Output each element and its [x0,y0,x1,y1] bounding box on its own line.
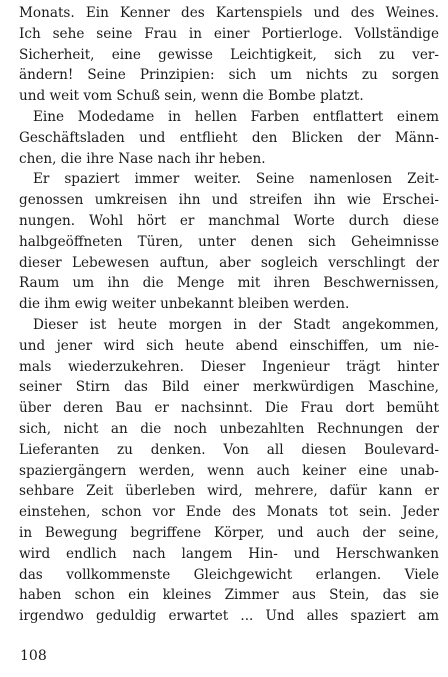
text-line: sich, nicht an die noch unbezahlten Rechnungen der [19,420,439,437]
text-line: Raum um ihn die Menge mit ihren Beschwernissen, [19,275,439,292]
text-line: Eine Modedame in hellen Farben entflattert einem [33,108,439,125]
paragraph [19,3,439,107]
text-line: wird endlich nach langem Hin- und Herschwanken [19,545,439,562]
paragraph [19,315,439,627]
page-number: 108 [20,648,47,664]
text-line: und weit vom Schuß sein, wenn die Bombe platzt. [19,88,364,105]
text-line: spaziergängern werden, wenn auch keiner eine unab- [19,462,439,479]
text-line: Dieser ist heute morgen in der Stadt angekommen, [33,316,439,333]
paragraph [19,169,439,315]
text-line: Lieferanten zu denken. Von all diesen Boulevard- [19,441,439,458]
text-line: sehbare Zeit überleben wird, mehrere, dafür kann er [19,483,439,500]
book-page [19,3,439,627]
paragraph [19,107,439,169]
text-line: Monats. Ein Kenner des Kartenspiels und des Weines. [19,5,439,21]
text-line: genossen umkreisen ihn und streifen ihn wie Erschei- [19,192,439,209]
text-line: Sicherheit, eine gewisse Leichtigkeit, sich zu ver- [19,46,439,63]
text-line: das vollkommenste Gleichgewicht erlangen. Viele [19,566,439,583]
text-line: mals wiederzukehren. Dieser Ingenieur trägt hinter [19,358,439,375]
text-line: seiner Stirn das Bild einer merkwürdigen Maschine, [19,379,439,396]
text-line: halbgeöffneten Türen, unter denen sich Geheimnisse [19,233,439,250]
text-line: einstehen, schon vor Ende des Monats tot sein. Jeder [19,504,439,521]
text-line: und jener wird sich heute abend einschiffen, um nie- [19,337,439,354]
text-line: über deren Bau er nachsinnt. Die Frau dort bemüht [19,400,439,417]
text-line: die ihm ewig weiter unbekannt bleiben werden. [19,296,350,313]
text-line: nungen. Wohl hört er manchmal Worte durch diese [19,212,439,229]
text-line: haben schon ein kleines Zimmer aus Stein, das sie [19,587,439,604]
text-line: Ich sehe seine Frau in einer Portierloge. Vollständige [19,25,439,42]
text-line: in Bewegung begriffene Körper, und auch der seine, [19,524,439,541]
text-line: irgendwo geduldig erwartet ... Und alles spaziert am [19,608,439,625]
text-line: chen, die ihre Nase nach ihr heben. [19,150,266,167]
text-line: Geschäftsladen und entflieht den Blicken der Männ- [19,129,439,146]
text-line: Er spaziert immer weiter. Seine namenlosen Zeit- [33,171,439,188]
text-line: dieser Lebewesen auftun, aber sogleich verschlingt der [19,254,439,271]
text-line: ändern! Seine Prinzipien: sich um nichts zu sorgen [19,67,439,84]
